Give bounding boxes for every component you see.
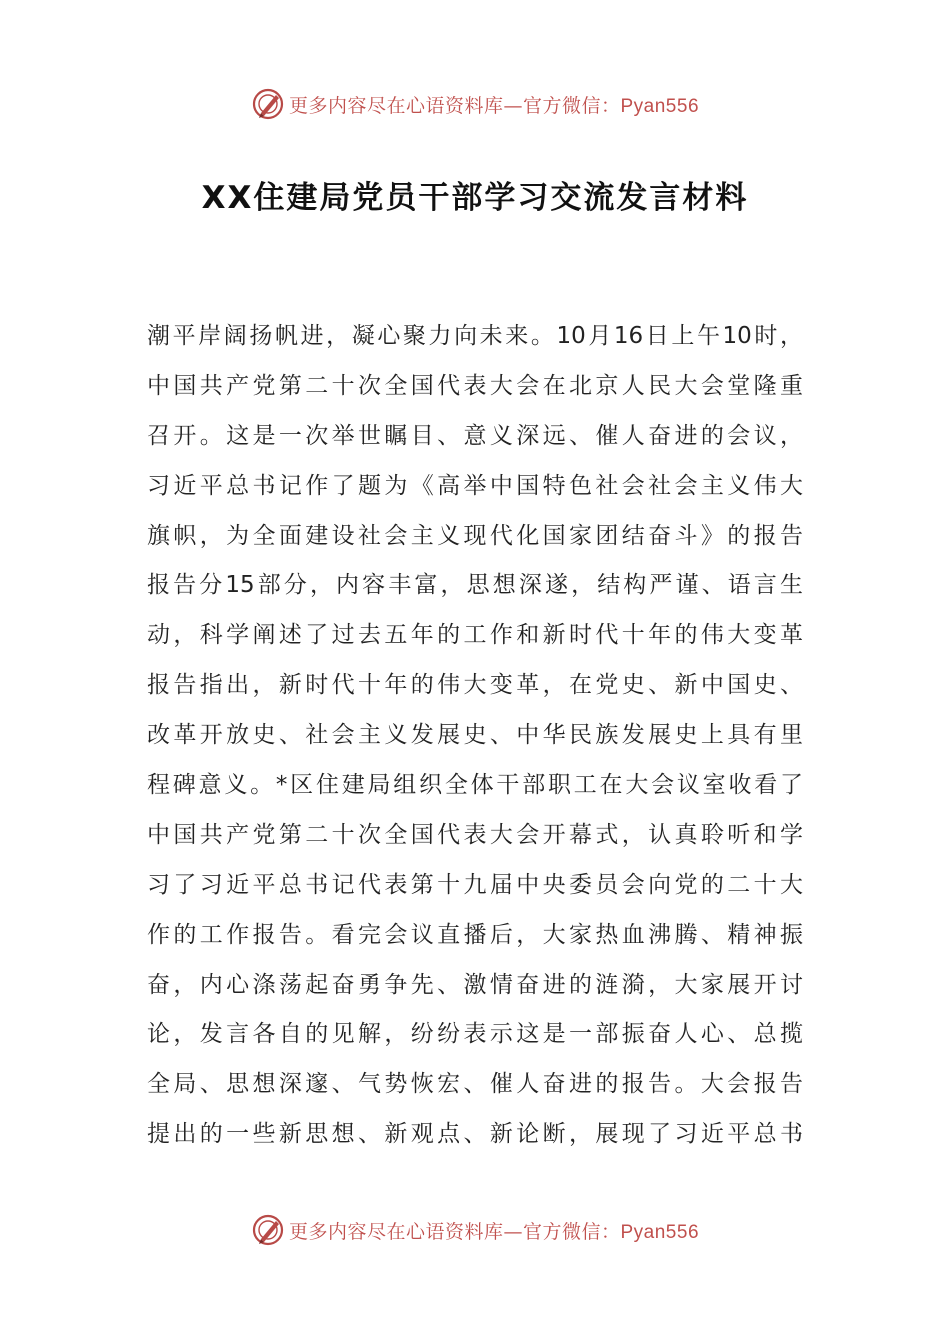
body-line: 提出的一些新思想、新观点、新论断，展现了习近平总书	[147, 1121, 803, 1148]
pen-seal-logo-icon	[251, 87, 285, 121]
body-line: 改革开放史、社会主义发展史、中华民族发展史上具有里	[147, 722, 803, 749]
body-line: 程碑意义。*区住建局组织全体干部职工在大会议室收看了	[147, 772, 803, 799]
banner-text	[289, 1217, 699, 1244]
body-line: 报告指出，新时代十年的伟大变革，在党史、新中国史、	[147, 672, 803, 699]
banner-label: 更多内容尽在心语资料库—官方微信：	[288, 1220, 621, 1243]
banner-wechat-id: Pyan556	[620, 1221, 700, 1243]
document-title: XX住建局党员干部学习交流发言材料	[201, 180, 749, 216]
header-banner	[0, 84, 950, 124]
body-line: 报告分15部分，内容丰富，思想深遂，结构严谨、语言生	[147, 572, 803, 599]
body-line: 习近平总书记作了题为《高举中国特色社会社会主义伟大	[147, 472, 803, 499]
body-line: 旗帜，为全面建设社会主义现代化国家团结奋斗》的报告	[147, 522, 803, 549]
banner-wechat-id: Pyan556	[620, 95, 700, 117]
body-line: 论，发言各自的见解，纷纷表示这是一部振奋人心、总揽	[147, 1021, 803, 1048]
body-line: 潮平岸阔扬帆进，凝心聚力向未来。10月16日上午10时，	[147, 323, 803, 349]
pen-seal-logo-icon	[251, 1213, 285, 1247]
body-line: 召开。这是一次举世瞩目、意义深远、催人奋进的会议，	[147, 422, 803, 449]
document-body	[147, 312, 827, 1160]
body-line: 作的工作报告。看完会议直播后，大家热血沸腾、精神振	[147, 921, 803, 948]
body-line: 奋，内心涤荡起奋勇争先、激情奋进的涟漪，大家展开讨	[147, 971, 803, 998]
body-line: 全局、思想深邃、气势恢宏、催人奋进的报告。大会报告	[147, 1071, 803, 1098]
body-line: 动，科学阐述了过去五年的工作和新时代十年的伟大变革	[147, 622, 803, 649]
banner-label: 更多内容尽在心语资料库—官方微信：	[288, 94, 621, 117]
body-line: 习了习近平总书记代表第十九届中央委员会向党的二十大	[147, 871, 803, 898]
banner-text	[289, 91, 699, 118]
body-line: 中国共产党第二十次全国代表大会在北京人民大会堂隆重	[147, 372, 803, 399]
footer-banner	[0, 1210, 950, 1250]
body-line: 中国共产党第二十次全国代表大会开幕式，认真聆听和学	[147, 821, 803, 848]
